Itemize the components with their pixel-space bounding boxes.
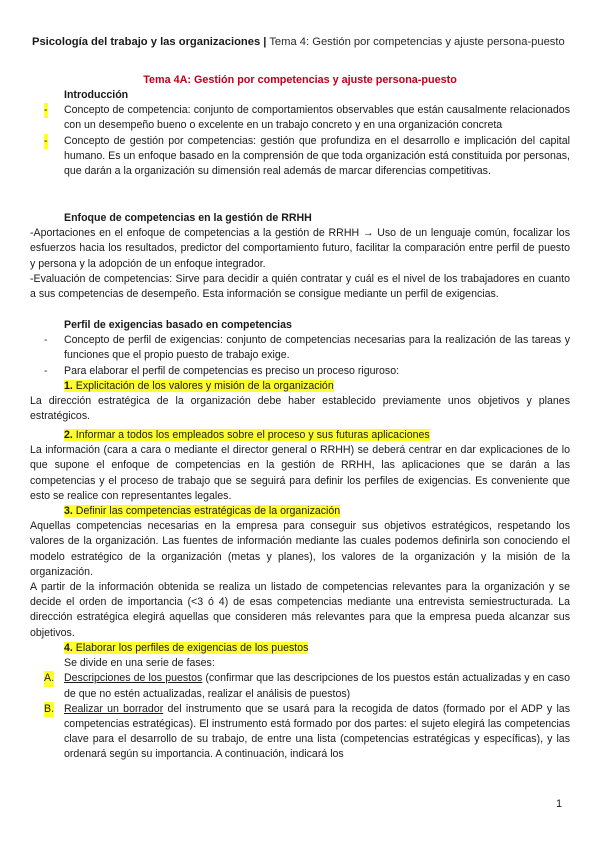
step-2: [30, 428, 570, 504]
enfoque-section: [30, 211, 570, 302]
phase-text: del instrumento que se usará para la recogida de datos (formado por el ADP y las competencias estratégicas). El instrumento está formado por dos partes: el sujeto elegirá las competencias clave para el desarrollo de su trabajo, de entre una lista (competencias estratégicas y específicas), y las ordenará según su importancia. A continuación, indicará los: [64, 702, 570, 761]
step-title: Explicitación de los valores y misión de la organización: [75, 380, 334, 392]
enfoque-paragraph: -Evaluación de competencias: Sirve para decidir a quién contratar y cuál es el nivel de los trabajadores en cuanto a sus competencias de desempeño. Esta información se consigue mediante un perfil de exigencias.: [30, 272, 570, 301]
enfoque-paragraph: -Aportaciones en el enfoque de competencias a la gestión de RRHH → Uso de un lenguaje común, focalizar los esfuerzos hacia los resultados, predictor del comportamiento futuro, facilitar la comparación entre perfil de puesto y persona y la adopción de un enfoque integrador.: [30, 227, 570, 270]
step-intro: Se divide en una serie de fases:: [64, 657, 215, 670]
step-4: [30, 641, 570, 763]
phase-item: [30, 671, 570, 701]
perfil-section: [30, 318, 570, 379]
bullet-marker: -: [44, 364, 48, 377]
step-number: 3.: [64, 505, 73, 517]
step-number: 2.: [64, 429, 73, 441]
step-3: [30, 504, 570, 641]
phase-item: [30, 702, 570, 763]
intro-bullet-text: Concepto de competencia: conjunto de comportamientos observables que están causalmente relacionados con un desempeño bueno o excelente en un trabajo concreto y en una organización concreta: [64, 104, 570, 132]
bullet-marker: -: [44, 334, 48, 347]
step-heading: [30, 641, 570, 656]
intro-bullet-text: Concepto de gestión por competencias: gestión que profundiza en el desarrollo e implicación del capital humano. Es un enfoque basado en la comprensión de que toda organización está constituida por personas, que darán a la organización su dimensión real además de marcar diferencias competitivas.: [64, 134, 570, 178]
bullet-marker: -: [44, 134, 48, 149]
phase-text: (confirmar que las descripciones de los puestos están actualizadas y en caso de que no estén actualizadas, realizar el análisis de puestos): [64, 672, 570, 700]
step-text: La dirección estratégica de la organización debe haber establecido previamente unos objetivos y planes estratégicos.: [30, 395, 570, 423]
step-number: 1.: [64, 380, 73, 392]
header-course: Psicología del trabajo y las organizaciones: [32, 36, 261, 48]
step-heading: [30, 379, 570, 394]
step-number: 4.: [64, 642, 73, 654]
step-text: A partir de la información obtenida se realiza un listado de competencias relevantes para la organización y se decide el orden de importancia (<3 ó 4) de esas competencias mediante una entrevista semiestructurada. La dirección estratégica elegirá aquellas que consideren más relevantes para que la empresa pueda alcanzar sus objetivos.: [30, 581, 570, 639]
step-text: Aquellas competencias necesarias en la empresa para conseguir sus objetivos estratégicos, respetando los valores de la organización. Las fuentes de información mediante las cuales podemos definirla son conociendo el modelo estratégico de la organización (metas y planes), los valores de la organización y la misión de la organización.: [30, 520, 570, 578]
header-topic: Tema 4: Gestión por competencias y ajuste persona-puesto: [269, 36, 565, 48]
intro-bullet: [30, 134, 570, 180]
header-separator: |: [263, 36, 267, 48]
phase-label: Realizar un borrador: [64, 702, 164, 715]
enfoque-heading: Enfoque de competencias en la gestión de RRHH: [64, 212, 312, 224]
perfil-bullet: [30, 364, 570, 379]
bullet-marker: -: [44, 103, 48, 118]
page-header: [32, 36, 572, 48]
perfil-bullet-text: Concepto de perfil de exigencias: conjunto de competencias necesarias para la realización de las tareas y funciones que el propio puesto de trabajo exige.: [64, 334, 570, 362]
phase-label: Descripciones de los puestos: [64, 672, 203, 685]
phase-letter: A.: [44, 671, 54, 686]
page-number: 1: [556, 798, 563, 810]
step-1: [30, 379, 570, 425]
perfil-heading: Perfil de exigencias basado en competencias: [64, 319, 292, 331]
step-text: La información (cara a cara o mediante el director general o RRHH) se deberá centrar en dar explicaciones de lo que supone el enfoque de competencias en la gestión de RRHH, las aplicaciones que se darán a las competencias y el proceso de trabajo que se seguirá para definir los perfiles de exigencias. Es conveniente que esto se realice con representantes legales.: [30, 444, 570, 502]
perfil-bullet-text: Para elaborar el perfil de competencias es preciso un proceso riguroso:: [64, 364, 400, 377]
phase-letter: B.: [44, 702, 54, 717]
intro-bullet: [30, 103, 570, 133]
document-title: Tema 4A: Gestión por competencias y ajuste persona-puesto: [143, 74, 457, 86]
intro-heading: Introducción: [64, 89, 129, 101]
step-heading: [30, 504, 570, 519]
perfil-bullet: [30, 333, 570, 363]
step-heading: [30, 428, 570, 443]
step-title: Informar a todos los empleados sobre el proceso y sus futuras aplicaciones: [75, 429, 430, 441]
step-title: Definir las competencias estratégicas de la organización: [75, 505, 341, 517]
intro-section: [30, 88, 570, 179]
step-title: Elaborar los perfiles de exigencias de los puestos: [75, 642, 309, 654]
